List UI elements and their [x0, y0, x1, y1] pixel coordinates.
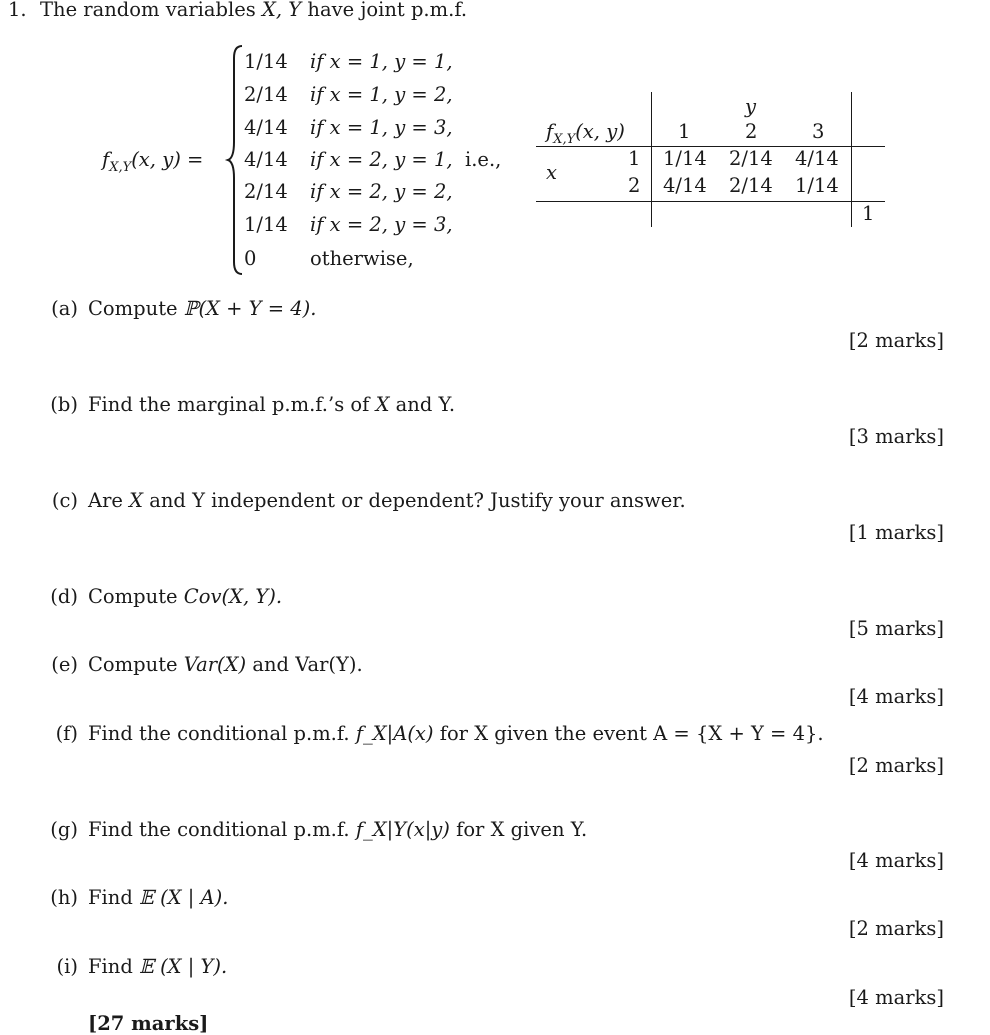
- part-text: Compute ℙ(X + Y = 4).: [88, 297, 317, 320]
- part-label: (c): [51, 489, 78, 512]
- case-condition: if x = 2, y = 2,: [310, 180, 453, 203]
- table-vline-left: [651, 92, 652, 227]
- intro-text: The random variables: [40, 0, 256, 21]
- table-cell: 2/14: [729, 174, 773, 197]
- part-text: Find 𝔼 (X | Y).: [88, 955, 228, 978]
- marks-badge: [3 marks]: [848, 425, 944, 448]
- part-text: Are X and Y independent or dependent? Justify your answer.: [88, 489, 686, 512]
- case-condition: if x = 1, y = 1,: [310, 50, 453, 73]
- part-label: (f): [55, 722, 78, 745]
- table-corner-f: f: [546, 120, 554, 143]
- case-value: 2/14: [244, 83, 288, 106]
- part-text: Find the marginal p.m.f.’s of X and Y.: [88, 393, 456, 416]
- case-value: 0: [244, 247, 257, 270]
- case-condition: if x = 1, y = 2,: [310, 83, 453, 106]
- table-total: 1: [862, 202, 875, 225]
- case-condition: otherwise,: [310, 247, 414, 270]
- intro-vars: X, Y: [262, 0, 302, 21]
- table-y-value: 3: [812, 120, 825, 143]
- table-x-label: x: [546, 161, 557, 184]
- ie-label: i.e.,: [465, 148, 502, 171]
- part-label: (b): [50, 393, 78, 416]
- table-corner-args: (x, y): [575, 120, 625, 143]
- question-intro: [40, 0, 467, 20]
- table-x-value: 2: [628, 174, 641, 197]
- part-label: (a): [51, 297, 78, 320]
- table-hline-bottom: [536, 201, 885, 202]
- part-text: Find the conditional p.m.f. f_X|Y(x|y) for X given Y.: [88, 818, 588, 841]
- part-label: (i): [56, 955, 78, 978]
- case-condition: if x = 1, y = 3,: [310, 116, 453, 139]
- table-cell: 1/14: [663, 147, 707, 170]
- case-value: 1/14: [244, 50, 288, 73]
- marks-badge: [2 marks]: [848, 754, 944, 777]
- part-text: Find the conditional p.m.f. f_X|A(x) for X given the event A = {X + Y = 4}.: [88, 722, 824, 745]
- marks-badge: [1 marks]: [848, 521, 944, 544]
- table-cell: 4/14: [663, 174, 707, 197]
- case-value: 2/14: [244, 180, 288, 203]
- table-cell: 4/14: [795, 147, 839, 170]
- intro-end: have joint p.m.f.: [307, 0, 468, 21]
- part-text: Compute Var(X) and Var(Y).: [88, 653, 363, 676]
- pmf-lhs-args: (x, y) =: [131, 148, 204, 171]
- table-y-label: y: [745, 95, 757, 118]
- marks-badge: [4 marks]: [848, 849, 944, 872]
- part-label: (d): [50, 585, 78, 608]
- case-condition: if x = 2, y = 1,: [310, 148, 453, 171]
- left-brace-icon: [227, 44, 243, 276]
- part-text: Find 𝔼 (X | A).: [88, 886, 229, 909]
- table-vline-right: [851, 92, 852, 227]
- marks-badge: [2 marks]: [848, 329, 944, 352]
- part-label: (h): [50, 886, 78, 909]
- part-label: (g): [50, 818, 78, 841]
- pmf-lhs-sub: X,Y: [109, 159, 132, 175]
- table-corner: [546, 122, 625, 146]
- part-label: (e): [51, 653, 78, 676]
- case-value: 4/14: [244, 116, 288, 139]
- case-value: 4/14: [244, 148, 288, 171]
- part-text: Compute Cov(X, Y).: [88, 585, 283, 608]
- pmf-lhs-f: f: [102, 148, 110, 171]
- table-cell: 1/14: [795, 174, 839, 197]
- marks-badge: [5 marks]: [848, 617, 944, 640]
- table-y-value: 2: [745, 120, 758, 143]
- total-marks-text: [27 marks]: [88, 1012, 209, 1035]
- pmf-lhs: [102, 150, 203, 174]
- case-value: 1/14: [244, 213, 288, 236]
- table-cell: 2/14: [729, 147, 773, 170]
- table-x-value: 1: [628, 147, 641, 170]
- question-number: 1.: [8, 0, 27, 21]
- table-y-value: 1: [678, 120, 691, 143]
- case-condition: if x = 2, y = 3,: [310, 213, 453, 236]
- table-corner-sub: X,Y: [553, 131, 576, 147]
- marks-badge: [2 marks]: [848, 917, 944, 940]
- total-marks: [88, 1012, 209, 1035]
- marks-badge: [4 marks]: [848, 986, 944, 1009]
- marks-badge: [4 marks]: [848, 685, 944, 708]
